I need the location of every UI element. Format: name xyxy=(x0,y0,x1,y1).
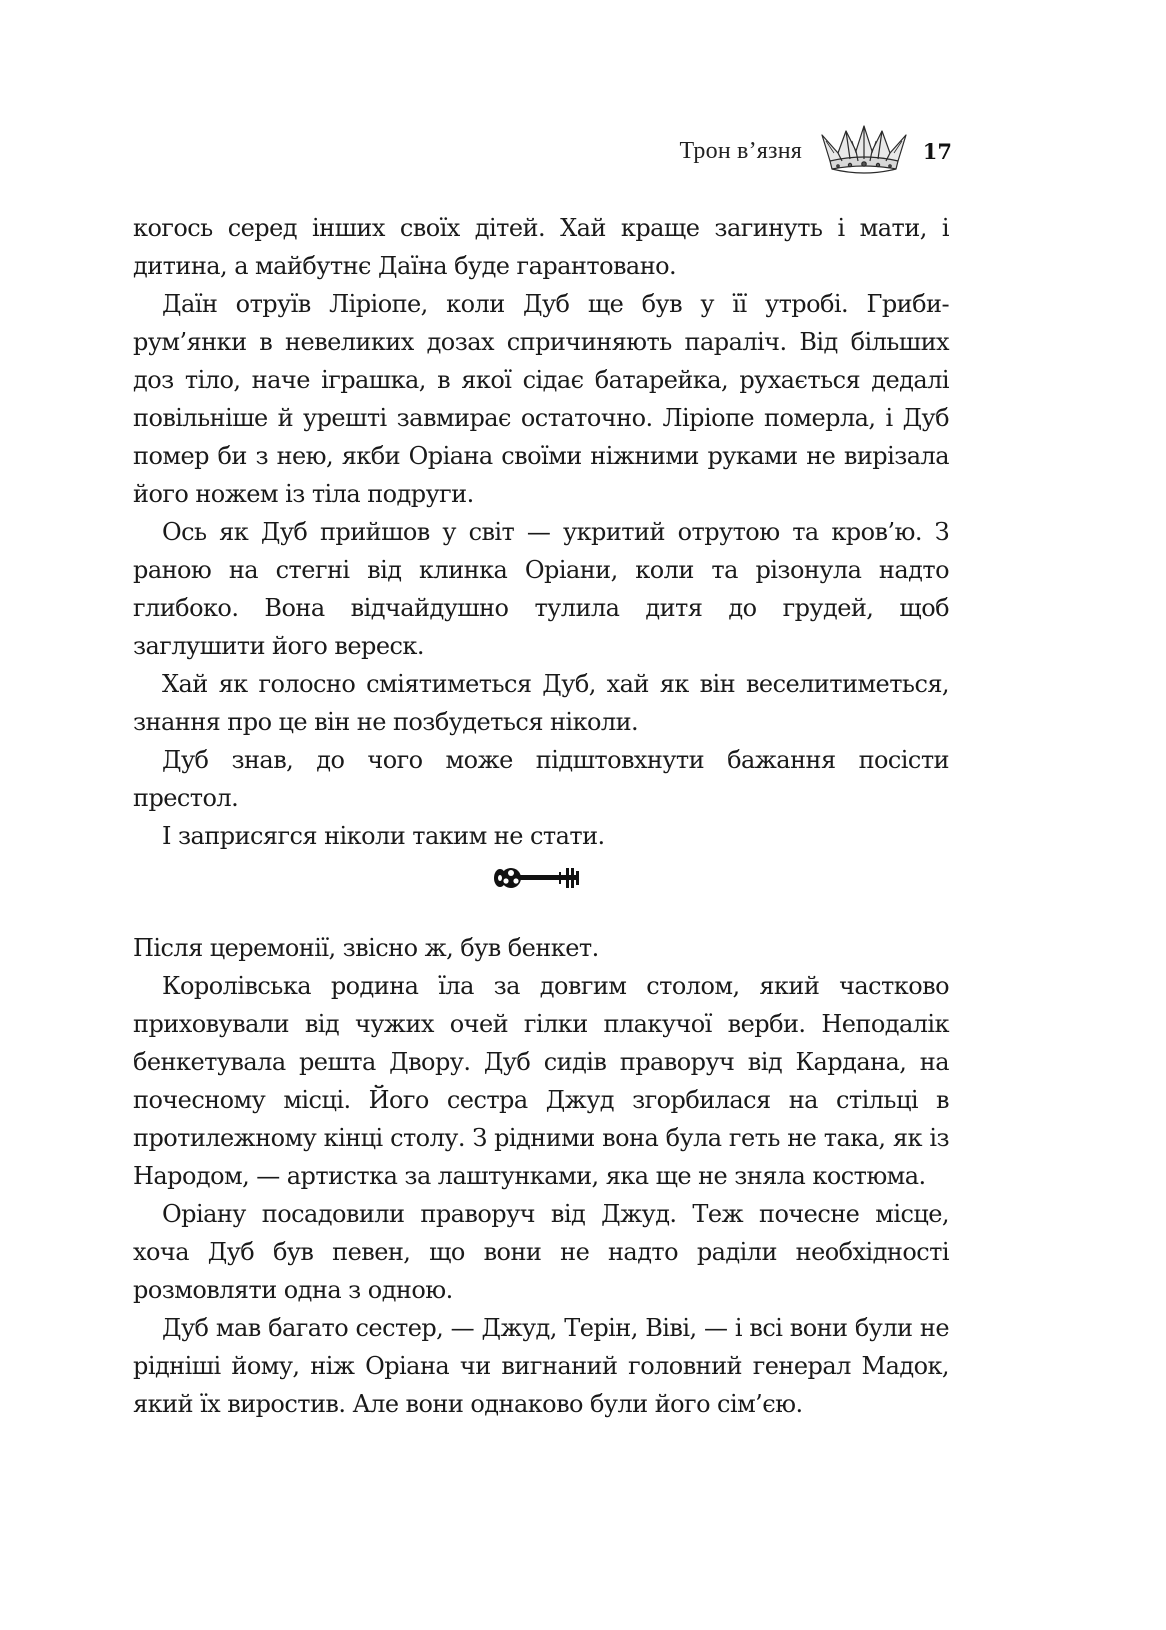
paragraph: І заприсягся ніколи таким не стати. xyxy=(162,822,605,850)
key-ornament-icon xyxy=(491,856,587,900)
page-number: 17 xyxy=(922,138,952,164)
paragraph: Королівська родина їла за довгим столом, який частково приховували від чужих очей гілки плакучої верби. Неподалік бенкетувала решта Двору. Дуб сидів праворуч від Кардана, на почесному місці. Його сестра Джуд згорбилася на стільці в протилежному кінці столу. З рідними вона була геть не така, як із Народом, — артистка за лаштунками, яка ще не зняла костюма. xyxy=(133,972,949,1190)
paragraph: Дуб мав багато сестер, — Джуд, Терін, Віві, — і всі вони були не рідніші йому, ніж Оріана чи вигнаний головний генерал Мадок, який їх виростив. Але вони однаково були його сім’єю. xyxy=(133,1314,949,1418)
crown-icon xyxy=(816,123,912,179)
running-title: Трон в’язня xyxy=(679,137,802,164)
running-header xyxy=(432,116,952,186)
paragraph: Після церемонії, звісно ж, був бенкет. xyxy=(133,934,599,962)
paragraph: Дуб знав, до чого може підштовхнути бажання посісти престол. xyxy=(133,746,949,812)
body-text-section-2 xyxy=(133,929,949,1423)
paragraph: Ось як Дуб прийшов у світ — укритий отрутою та кров’ю. З раною на стегні від клинка Оріани, коли та різонула надто глибоко. Вона відчайдушно тулила дитя до грудей, щоб заглушити його вереск. xyxy=(133,518,949,660)
paragraph: Оріану посадовили праворуч від Джуд. Теж почесне місце, хоча Дуб був певен, що вони не надто раділи необхідності розмовляти одна з одною. xyxy=(133,1200,949,1304)
body-text-section-1 xyxy=(133,209,949,855)
paragraph: когось серед інших своїх дітей. Хай краще загинуть і мати, і дитина, а майбутнє Даїна буде гарантовано. xyxy=(133,214,949,280)
paragraph: Даїн отруїв Ліріопе, коли Дуб ще був у її утробі. Гриби-рум’янки в невеликих дозах спричиняють параліч. Від більших доз тіло, наче іграшка, в якої сідає батарейка, рухається дедалі повільніше й урешті завмирає остаточно. Ліріопе померла, і Дуб помер би з нею, якби Оріана своїми ніжними руками не вирізала його ножем із тіла подруги. xyxy=(133,290,949,508)
paragraph: Хай як голосно сміятиметься Дуб, хай як він веселитиметься, знання про це він не позбудеться ніколи. xyxy=(133,670,949,736)
